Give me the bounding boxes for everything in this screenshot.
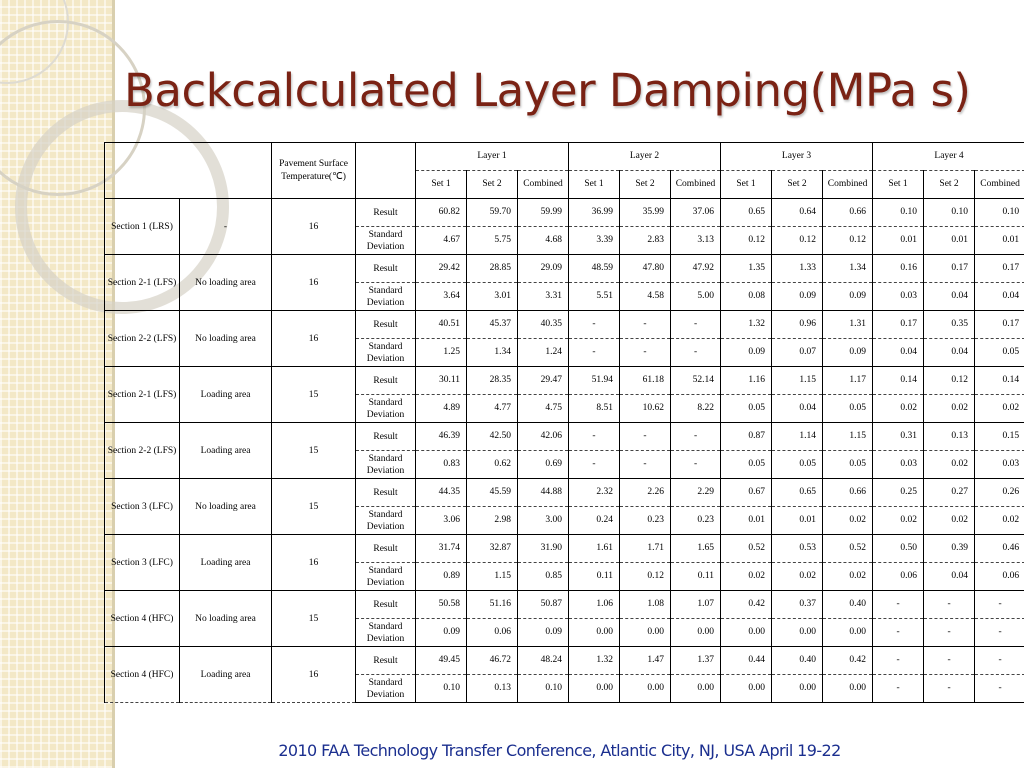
value-cell: 50.58 <box>416 591 467 619</box>
value-cell: - <box>873 647 924 675</box>
loading-area-cell: No loading area <box>180 311 272 367</box>
value-cell: 0.09 <box>416 619 467 647</box>
value-cell: 0.67 <box>721 479 772 507</box>
value-cell: 2.29 <box>671 479 721 507</box>
header-subcolumn: Set 2 <box>772 171 823 199</box>
value-cell: 0.02 <box>975 507 1024 535</box>
value-cell: 2.32 <box>569 479 620 507</box>
value-cell: - <box>873 619 924 647</box>
value-cell: 0.27 <box>924 479 975 507</box>
value-cell: 0.10 <box>975 199 1024 227</box>
value-cell: - <box>671 311 721 339</box>
value-cell: 0.06 <box>873 563 924 591</box>
value-cell: 40.35 <box>518 311 569 339</box>
value-cell: 2.98 <box>467 507 518 535</box>
value-cell: 50.87 <box>518 591 569 619</box>
value-cell: 3.13 <box>671 227 721 255</box>
temperature-cell: 15 <box>272 367 356 423</box>
value-cell: 0.02 <box>924 451 975 479</box>
value-cell: 40.51 <box>416 311 467 339</box>
value-cell: 4.58 <box>620 283 671 311</box>
header-subcolumn: Set 1 <box>569 171 620 199</box>
value-cell: 0.04 <box>975 283 1024 311</box>
loading-area-cell: Loading area <box>180 367 272 423</box>
value-cell: 4.68 <box>518 227 569 255</box>
stat-label: Standard Deviation <box>356 619 416 647</box>
value-cell: 0.00 <box>620 675 671 703</box>
value-cell: 4.67 <box>416 227 467 255</box>
value-cell: 0.50 <box>873 535 924 563</box>
value-cell: 59.70 <box>467 199 518 227</box>
value-cell: 0.05 <box>721 451 772 479</box>
value-cell: 0.14 <box>873 367 924 395</box>
value-cell: 0.02 <box>823 507 873 535</box>
value-cell: - <box>873 675 924 703</box>
value-cell: 0.09 <box>721 339 772 367</box>
value-cell: 31.90 <box>518 535 569 563</box>
stat-label: Result <box>356 255 416 283</box>
value-cell: 0.00 <box>823 619 873 647</box>
section-cell: Section 3 (LFC) <box>105 535 180 591</box>
temperature-cell: 15 <box>272 591 356 647</box>
value-cell: 0.00 <box>772 675 823 703</box>
value-cell: 3.00 <box>518 507 569 535</box>
value-cell: 0.05 <box>823 451 873 479</box>
loading-area-cell: Loading area <box>180 535 272 591</box>
value-cell: - <box>924 647 975 675</box>
section-cell: Section 4 (HFC) <box>105 591 180 647</box>
value-cell: 0.02 <box>823 563 873 591</box>
value-cell: 47.80 <box>620 255 671 283</box>
value-cell: 0.04 <box>924 339 975 367</box>
header-subcolumn: Set 2 <box>467 171 518 199</box>
value-cell: 4.75 <box>518 395 569 423</box>
header-layer: Layer 4 <box>873 143 1024 171</box>
value-cell: 0.00 <box>569 675 620 703</box>
table-row <box>105 199 1024 227</box>
value-cell: 0.02 <box>873 507 924 535</box>
value-cell: 4.77 <box>467 395 518 423</box>
value-cell: 0.17 <box>873 311 924 339</box>
value-cell: 0.00 <box>671 619 721 647</box>
table-body <box>105 199 1024 703</box>
value-cell: 1.37 <box>671 647 721 675</box>
value-cell: 0.12 <box>823 227 873 255</box>
value-cell: 0.52 <box>823 535 873 563</box>
loading-area-cell: No loading area <box>180 255 272 311</box>
value-cell: 0.00 <box>671 675 721 703</box>
value-cell: 35.99 <box>620 199 671 227</box>
value-cell: - <box>569 451 620 479</box>
value-cell: - <box>620 339 671 367</box>
value-cell: 0.17 <box>975 255 1024 283</box>
slide-title: Backcalculated Layer Damping(MPa s) <box>124 64 971 117</box>
value-cell: 45.59 <box>467 479 518 507</box>
value-cell: 0.03 <box>873 451 924 479</box>
value-cell: 0.05 <box>975 339 1024 367</box>
value-cell: 0.04 <box>772 395 823 423</box>
value-cell: 48.59 <box>569 255 620 283</box>
value-cell: 0.09 <box>518 619 569 647</box>
value-cell: 0.02 <box>924 395 975 423</box>
value-cell: - <box>569 339 620 367</box>
value-cell: 0.01 <box>975 227 1024 255</box>
section-cell: Section 1 (LRS) <box>105 199 180 255</box>
value-cell: 8.51 <box>569 395 620 423</box>
value-cell: 47.92 <box>671 255 721 283</box>
value-cell: - <box>569 423 620 451</box>
value-cell: 29.09 <box>518 255 569 283</box>
value-cell: 51.16 <box>467 591 518 619</box>
value-cell: 0.46 <box>975 535 1024 563</box>
value-cell: 46.72 <box>467 647 518 675</box>
value-cell: 0.09 <box>823 339 873 367</box>
stat-label: Result <box>356 535 416 563</box>
value-cell: 0.14 <box>975 367 1024 395</box>
value-cell: 0.31 <box>873 423 924 451</box>
value-cell: 0.25 <box>873 479 924 507</box>
header-subcolumn: Set 1 <box>873 171 924 199</box>
value-cell: 0.07 <box>772 339 823 367</box>
value-cell: 1.47 <box>620 647 671 675</box>
value-cell: 0.11 <box>569 563 620 591</box>
value-cell: 3.39 <box>569 227 620 255</box>
value-cell: 0.02 <box>772 563 823 591</box>
value-cell: - <box>569 311 620 339</box>
value-cell: 0.96 <box>772 311 823 339</box>
header-layer: Layer 3 <box>721 143 873 171</box>
value-cell: 3.06 <box>416 507 467 535</box>
header-subcolumn: Set 1 <box>416 171 467 199</box>
value-cell: 1.34 <box>823 255 873 283</box>
value-cell: 0.12 <box>620 563 671 591</box>
value-cell: 51.94 <box>569 367 620 395</box>
value-cell: 0.35 <box>924 311 975 339</box>
loading-area-cell: Loading area <box>180 423 272 479</box>
temperature-cell: 16 <box>272 311 356 367</box>
stat-label: Standard Deviation <box>356 675 416 703</box>
value-cell: 5.51 <box>569 283 620 311</box>
value-cell: 5.00 <box>671 283 721 311</box>
value-cell: 0.05 <box>772 451 823 479</box>
value-cell: 0.10 <box>416 675 467 703</box>
value-cell: 0.06 <box>467 619 518 647</box>
table-row <box>105 591 1024 619</box>
stat-label: Result <box>356 591 416 619</box>
header-subcolumn: Set 1 <box>721 171 772 199</box>
value-cell: 49.45 <box>416 647 467 675</box>
value-cell: 2.83 <box>620 227 671 255</box>
value-cell: 45.37 <box>467 311 518 339</box>
stat-label: Result <box>356 479 416 507</box>
header-subcolumn: Combined <box>823 171 873 199</box>
section-cell: Section 4 (HFC) <box>105 647 180 703</box>
table-row <box>105 535 1024 563</box>
temperature-cell: 16 <box>272 647 356 703</box>
value-cell: - <box>873 591 924 619</box>
value-cell: 0.12 <box>721 227 772 255</box>
value-cell: 1.15 <box>772 367 823 395</box>
value-cell: 0.13 <box>924 423 975 451</box>
value-cell: 0.42 <box>823 647 873 675</box>
value-cell: 0.00 <box>721 619 772 647</box>
stat-label: Result <box>356 423 416 451</box>
temperature-cell: 16 <box>272 199 356 255</box>
value-cell: 0.65 <box>772 479 823 507</box>
value-cell: 0.12 <box>772 227 823 255</box>
value-cell: 0.00 <box>823 675 873 703</box>
value-cell: 0.85 <box>518 563 569 591</box>
section-cell: Section 2-2 (LFS) <box>105 311 180 367</box>
temperature-cell: 16 <box>272 255 356 311</box>
value-cell: 0.10 <box>924 199 975 227</box>
value-cell: 0.66 <box>823 479 873 507</box>
section-cell: Section 2-2 (LFS) <box>105 423 180 479</box>
value-cell: 52.14 <box>671 367 721 395</box>
value-cell: 0.01 <box>873 227 924 255</box>
value-cell: 0.00 <box>620 619 671 647</box>
value-cell: - <box>975 619 1024 647</box>
value-cell: - <box>975 647 1024 675</box>
value-cell: 32.87 <box>467 535 518 563</box>
value-cell: 46.39 <box>416 423 467 451</box>
value-cell: 1.17 <box>823 367 873 395</box>
value-cell: 0.09 <box>772 283 823 311</box>
loading-area-cell: No loading area <box>180 591 272 647</box>
value-cell: 1.31 <box>823 311 873 339</box>
value-cell: - <box>620 311 671 339</box>
value-cell: 0.12 <box>924 367 975 395</box>
value-cell: 1.15 <box>467 563 518 591</box>
value-cell: 1.32 <box>569 647 620 675</box>
value-cell: 30.11 <box>416 367 467 395</box>
value-cell: 0.16 <box>873 255 924 283</box>
stat-label: Result <box>356 311 416 339</box>
value-cell: 1.08 <box>620 591 671 619</box>
stat-label: Standard Deviation <box>356 339 416 367</box>
value-cell: 0.00 <box>569 619 620 647</box>
temperature-cell: 15 <box>272 479 356 535</box>
temperature-cell: 16 <box>272 535 356 591</box>
loading-area-cell: No loading area <box>180 479 272 535</box>
stat-label: Standard Deviation <box>356 507 416 535</box>
value-cell: 1.65 <box>671 535 721 563</box>
value-cell: 0.04 <box>873 339 924 367</box>
value-cell: 1.32 <box>721 311 772 339</box>
value-cell: 0.40 <box>772 647 823 675</box>
value-cell: 0.13 <box>467 675 518 703</box>
value-cell: 8.22 <box>671 395 721 423</box>
header-subcolumn: Set 2 <box>924 171 975 199</box>
value-cell: 3.01 <box>467 283 518 311</box>
value-cell: 0.11 <box>671 563 721 591</box>
value-cell: 3.31 <box>518 283 569 311</box>
value-cell: 0.02 <box>873 395 924 423</box>
table-row <box>105 311 1024 339</box>
value-cell: 0.64 <box>772 199 823 227</box>
value-cell: - <box>924 619 975 647</box>
loading-area-cell: Loading area <box>180 647 272 703</box>
value-cell: 0.17 <box>924 255 975 283</box>
value-cell: 0.00 <box>772 619 823 647</box>
value-cell: 1.14 <box>772 423 823 451</box>
value-cell: 1.07 <box>671 591 721 619</box>
value-cell: - <box>924 675 975 703</box>
value-cell: 1.16 <box>721 367 772 395</box>
temperature-cell: 15 <box>272 423 356 479</box>
header-subcolumn: Combined <box>671 171 721 199</box>
value-cell: 0.42 <box>721 591 772 619</box>
value-cell: 0.00 <box>721 675 772 703</box>
value-cell: 0.83 <box>416 451 467 479</box>
value-cell: 0.01 <box>924 227 975 255</box>
value-cell: 0.06 <box>975 563 1024 591</box>
value-cell: 1.25 <box>416 339 467 367</box>
value-cell: 1.61 <box>569 535 620 563</box>
value-cell: 0.89 <box>416 563 467 591</box>
value-cell: 0.26 <box>975 479 1024 507</box>
table-row <box>105 479 1024 507</box>
value-cell: 0.15 <box>975 423 1024 451</box>
stat-label: Result <box>356 199 416 227</box>
footer-text: 2010 FAA Technology Transfer Conference, Atlantic City, NJ, USA April 19-22 <box>278 741 841 760</box>
value-cell: 28.35 <box>467 367 518 395</box>
section-cell: Section 2-1 (LFS) <box>105 367 180 423</box>
value-cell: 29.42 <box>416 255 467 283</box>
value-cell: - <box>924 591 975 619</box>
value-cell: 0.40 <box>823 591 873 619</box>
value-cell: 0.01 <box>721 507 772 535</box>
value-cell: - <box>975 591 1024 619</box>
value-cell: 1.71 <box>620 535 671 563</box>
value-cell: 0.03 <box>873 283 924 311</box>
value-cell: 1.33 <box>772 255 823 283</box>
value-cell: 0.02 <box>975 395 1024 423</box>
value-cell: 1.35 <box>721 255 772 283</box>
value-cell: 0.53 <box>772 535 823 563</box>
value-cell: 1.06 <box>569 591 620 619</box>
value-cell: 2.26 <box>620 479 671 507</box>
value-cell: 0.87 <box>721 423 772 451</box>
value-cell: 0.62 <box>467 451 518 479</box>
header-temperature: Pavement Surface Temperature(℃) <box>272 143 356 199</box>
value-cell: 0.03 <box>975 451 1024 479</box>
value-cell: 0.66 <box>823 199 873 227</box>
value-cell: 0.10 <box>518 675 569 703</box>
header-stat-blank <box>356 143 416 199</box>
stat-label: Standard Deviation <box>356 283 416 311</box>
header-blank <box>105 143 272 199</box>
table-row <box>105 647 1024 675</box>
stat-label: Standard Deviation <box>356 227 416 255</box>
value-cell: 0.37 <box>772 591 823 619</box>
value-cell: - <box>671 423 721 451</box>
value-cell: 5.75 <box>467 227 518 255</box>
value-cell: - <box>620 423 671 451</box>
value-cell: 0.10 <box>873 199 924 227</box>
header-layer: Layer 1 <box>416 143 569 171</box>
value-cell: 36.99 <box>569 199 620 227</box>
value-cell: 42.50 <box>467 423 518 451</box>
value-cell: 0.52 <box>721 535 772 563</box>
value-cell: 0.44 <box>721 647 772 675</box>
damping-table <box>104 142 1024 703</box>
value-cell: 0.04 <box>924 283 975 311</box>
value-cell: - <box>620 451 671 479</box>
value-cell: 0.08 <box>721 283 772 311</box>
value-cell: 1.24 <box>518 339 569 367</box>
table-row <box>105 367 1024 395</box>
section-cell: Section 3 (LFC) <box>105 479 180 535</box>
stat-label: Standard Deviation <box>356 395 416 423</box>
value-cell: 1.34 <box>467 339 518 367</box>
value-cell: 37.06 <box>671 199 721 227</box>
value-cell: 0.05 <box>823 395 873 423</box>
header-layer: Layer 2 <box>569 143 721 171</box>
value-cell: 0.23 <box>671 507 721 535</box>
table-row <box>105 255 1024 283</box>
value-cell: 0.39 <box>924 535 975 563</box>
header-subcolumn: Combined <box>518 171 569 199</box>
value-cell: 60.82 <box>416 199 467 227</box>
value-cell: 0.24 <box>569 507 620 535</box>
value-cell: 0.09 <box>823 283 873 311</box>
stat-label: Result <box>356 647 416 675</box>
value-cell: 0.02 <box>924 507 975 535</box>
loading-area-cell: - <box>180 199 272 255</box>
value-cell: 0.02 <box>721 563 772 591</box>
value-cell: - <box>671 451 721 479</box>
value-cell: 61.18 <box>620 367 671 395</box>
value-cell: 44.35 <box>416 479 467 507</box>
value-cell: - <box>671 339 721 367</box>
value-cell: 0.17 <box>975 311 1024 339</box>
value-cell: 0.01 <box>772 507 823 535</box>
value-cell: 28.85 <box>467 255 518 283</box>
value-cell: 59.99 <box>518 199 569 227</box>
stat-label: Result <box>356 367 416 395</box>
value-cell: 4.89 <box>416 395 467 423</box>
header-subcolumn: Combined <box>975 171 1024 199</box>
value-cell: 0.69 <box>518 451 569 479</box>
stat-label: Standard Deviation <box>356 451 416 479</box>
value-cell: 44.88 <box>518 479 569 507</box>
value-cell: 0.23 <box>620 507 671 535</box>
stat-label: Standard Deviation <box>356 563 416 591</box>
value-cell: 10.62 <box>620 395 671 423</box>
value-cell: 48.24 <box>518 647 569 675</box>
value-cell: 42.06 <box>518 423 569 451</box>
section-cell: Section 2-1 (LFS) <box>105 255 180 311</box>
value-cell: 31.74 <box>416 535 467 563</box>
value-cell: 29.47 <box>518 367 569 395</box>
value-cell: - <box>975 675 1024 703</box>
value-cell: 0.04 <box>924 563 975 591</box>
value-cell: 1.15 <box>823 423 873 451</box>
value-cell: 3.64 <box>416 283 467 311</box>
value-cell: 0.05 <box>721 395 772 423</box>
value-cell: 0.65 <box>721 199 772 227</box>
table-row <box>105 423 1024 451</box>
header-subcolumn: Set 2 <box>620 171 671 199</box>
